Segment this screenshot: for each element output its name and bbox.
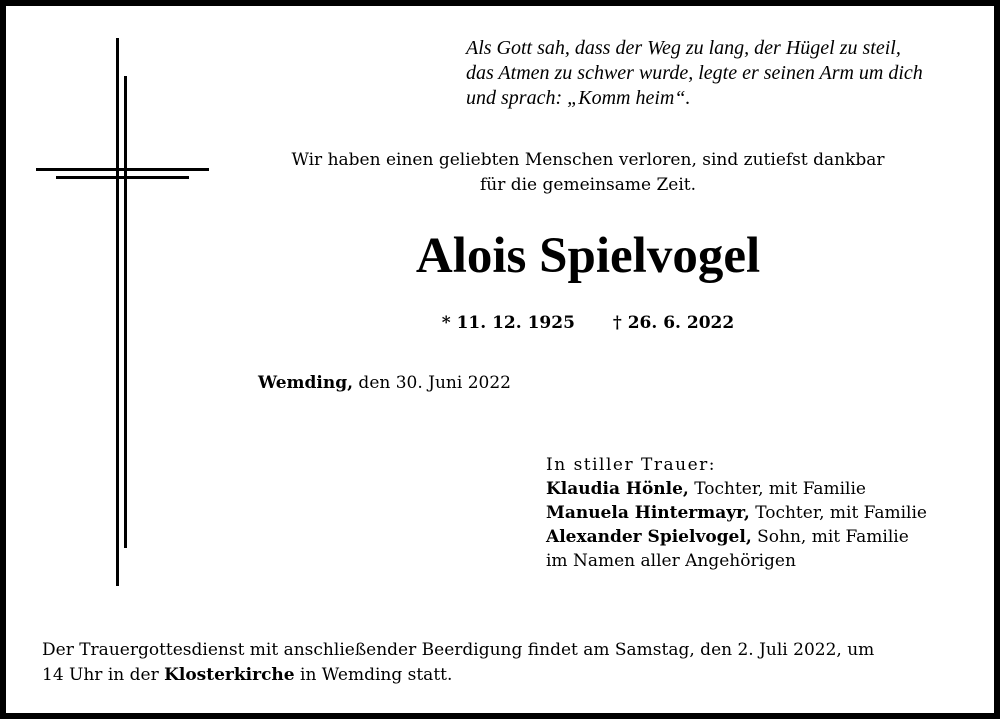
funeral-service-info — [42, 638, 972, 688]
church-name: Klosterkirche — [164, 665, 295, 685]
quote-line: das Atmen zu schwer wurde, legte er seinen Arm um dich — [466, 62, 923, 84]
cross-horizontal-bar-inner — [56, 176, 189, 179]
place: Wemding, — [258, 373, 354, 393]
intro-line: für die gemeinsame Zeit. — [479, 175, 697, 195]
quote-line: und sprach: „Komm heim“. — [466, 87, 691, 109]
mourners-heading: In stiller Trauer: — [546, 455, 716, 475]
intro-text — [256, 148, 920, 198]
mourner-relation: Tochter, mit Familie — [688, 479, 866, 499]
mourner-entry — [546, 477, 986, 501]
notice-date: den 30. Juni 2022 — [353, 373, 511, 393]
service-text: 14 Uhr in der — [42, 665, 165, 685]
place-and-date — [258, 372, 511, 394]
cross-vertical-bar — [116, 38, 119, 586]
mourner-name: Manuela Hintermayr, — [546, 503, 750, 523]
memorial-quote — [466, 36, 986, 111]
cross-horizontal-bar — [36, 168, 209, 171]
service-line: Der Trauergottesdienst mit anschließender Beerdigung findet am Samstag, den 2. Juli 2022, um — [42, 640, 875, 660]
life-dates — [256, 312, 920, 334]
mourners-closing: im Namen aller Angehörigen — [546, 551, 796, 571]
cross-vertical-bar-inner — [124, 76, 127, 548]
mourner-entry — [546, 501, 986, 525]
intro-line: Wir haben einen geliebten Menschen verloren, sind zutiefst dankbar — [291, 150, 885, 170]
mourner-name: Alexander Spielvogel, — [546, 527, 752, 547]
mourners-block — [546, 453, 986, 573]
mourner-relation: Sohn, mit Familie — [751, 527, 909, 547]
service-line — [42, 663, 972, 688]
mourner-relation: Tochter, mit Familie — [749, 503, 927, 523]
cross-icon — [6, 6, 266, 606]
quote-line: Als Gott sah, dass der Weg zu lang, der Hügel zu steil, — [466, 37, 901, 59]
deceased-name: Alois Spielvogel — [415, 228, 761, 284]
birth-date: * 11. 12. 1925 — [441, 313, 575, 333]
death-date: † 26. 6. 2022 — [612, 313, 735, 333]
mourner-name: Klaudia Hönle, — [546, 479, 689, 499]
service-text: in Wemding statt. — [294, 665, 453, 685]
mourner-entry — [546, 525, 986, 549]
